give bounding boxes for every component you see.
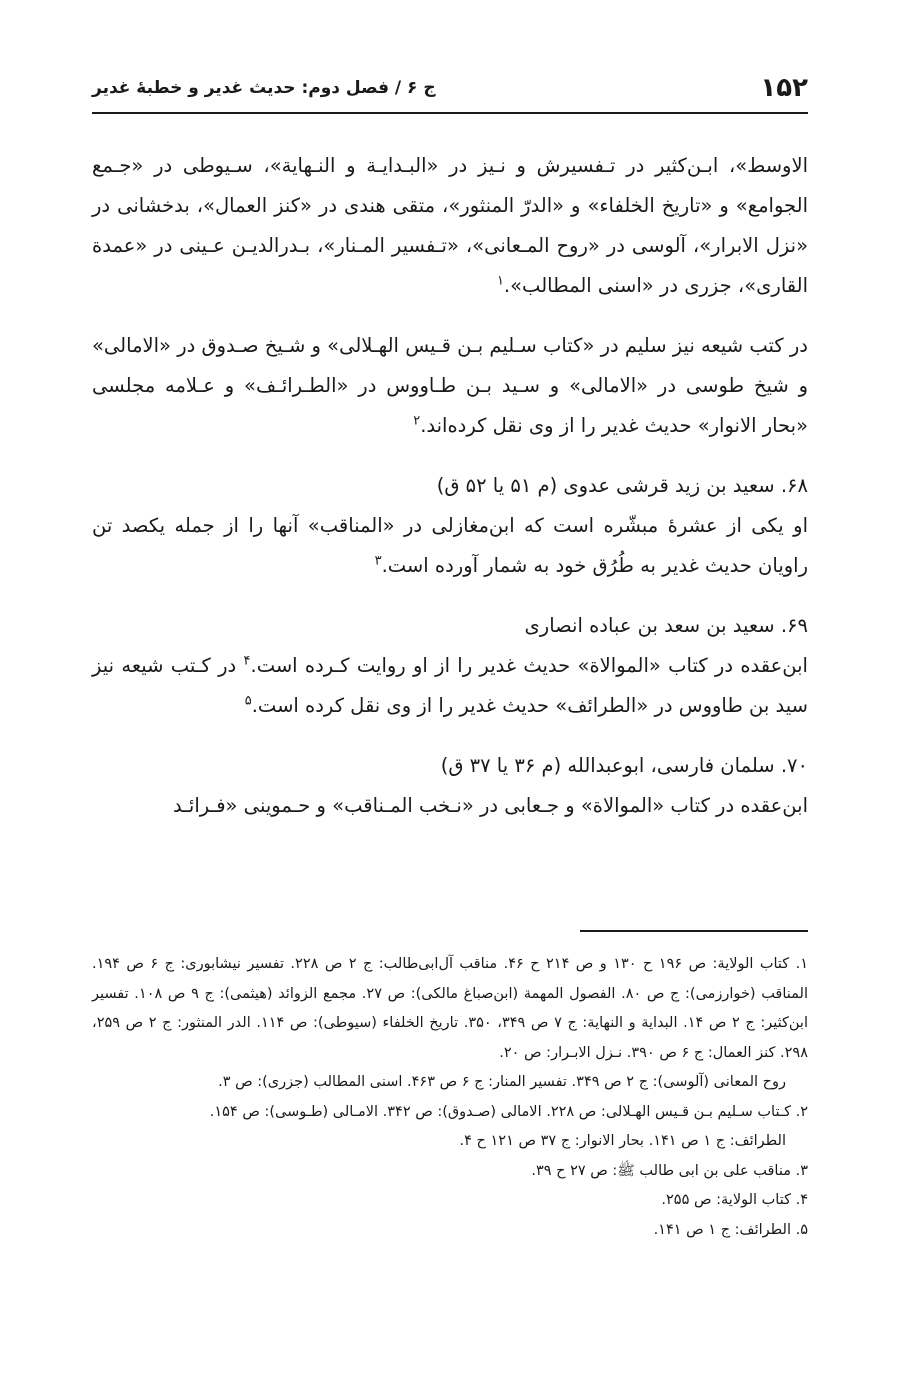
footnote-ref[interactable]: ۳ (374, 553, 382, 569)
footnote-divider (580, 930, 808, 932)
footnote-4: ۴. کتاب الولایة: ص ۲۵۵. (661, 1192, 808, 1208)
footnotes (92, 950, 808, 1245)
running-head: ج ۶ / فصل دوم: حدیث غدیر و خطبهٔ غدیر (92, 78, 436, 98)
footnote-3: ۳. مناقب علی بن ابی طالب ﷺ: ص ۲۷ ح ۳۹. (531, 1162, 808, 1179)
footnote-1: ۱. کتاب الولایة: ص ۱۹۶ ح ۱۳۰ و ص ۲۱۴ ح ۴۶. مناقب آل‌ابی‌طالب: ج ۲ ص ۲۲۸. تفسیر نیشابوری: ج ۶ ص ۱۹۴. المناقب (خوارزمی): ج ص ۸۰. الفصول المهمة (ابن‌صباغ مالکی): ص ۲۷. مجمع الزوائد (هیثمی): ج ۹ ص ۱۰۸. تفسیر ابن‌کثیر: ج ۲ ص ۱۴. البدایة و النهایة: ج ۷ ص ۳۴۹، ۳۵۰. تاریخ الخلفاء (سیوطی): ص ۱۱۴. الدر المنثور: ج ۲ ص ۲۵۹، ۲۹۸. کنز العمال: ج ۶ ص ۳۹۰. نـزل الابـرار: ص ۲۰. (92, 956, 809, 1061)
page-number: ۱۵۲ (760, 73, 808, 103)
footnote-ref[interactable]: ۱ (496, 273, 504, 289)
paragraph-text: ابن‌عقده در کتاب «الموالاة» حدیث غدیر را از او روایت کـرده است. (250, 654, 808, 677)
paragraph-text: او یکی از عشرهٔ مبشّره است که ابن‌مغازلی در «المناقب» آنها را از جمله یکصد تن راویان حدیث غدیر به طُرُق خود به شمار آورده است. (92, 514, 808, 577)
entry-text-68 (92, 506, 808, 586)
paragraph-sunni-sources (92, 146, 808, 306)
main-text (92, 146, 808, 826)
page-header (92, 70, 808, 114)
paragraph-text: الاوسط»، ابـن‌کثیر در تـفسیرش و نـیز در «البـدایـة و النـهایة»، سـیوطی در «جـمع الجوامع» و «تاریخ الخلفاء» و «الدرّ المنثور»، متقی هندی در «کنز العمال»، بدخشانی در «نزل الابرار»، آلوسی در «روح المـعانی»، «تـفسیر المـنار»، بـدرالدیـن عـینی در «عمدة القاری»، جزری در «اسنی المطالب». (92, 154, 808, 297)
footnote-ref[interactable]: ۵ (244, 693, 252, 709)
entry-text-70: ابن‌عقده در کتاب «الموالاة» و جـعابی در «نـخب المـناقب» و حـموینی «فـرائـد (172, 794, 808, 817)
footnote-2: ۲. کـتاب سـلیم بـن قـیس الهـلالی: ص ۲۲۸. الامالی (صـدوق): ص ۳۴۲. الامـالی (طـوسی): ص ۱۵۴. (209, 1103, 808, 1120)
entry-heading-69: ۶۹. سعید بن سعد بن عباده انصاری (524, 614, 808, 637)
paragraph-text: در کـتب شیعه نیز سید بن طاووس در «الطرائف» حدیث غدیر را از وی نقل کرده است. (92, 654, 808, 717)
footnote-2-continued: الطرائف: ج ۱ ص ۱۴۱. بحار الانوار: ج ۳۷ ص ۱۲۱ ح ۴. (459, 1133, 786, 1149)
entry-heading-70: ۷۰. سلمان فارسی، ابوعبدالله (م ۳۶ یا ۳۷ ق) (440, 754, 808, 777)
footnote-ref[interactable]: ۲ (413, 413, 421, 429)
paragraph-shia-sources (92, 326, 808, 446)
entry-heading-68: ۶۸. سعید بن زید قرشی عدوی (م ۵۱ یا ۵۲ ق) (436, 474, 808, 497)
footnote-5: ۵. الطرائف: ج ۱ ص ۱۴۱. (653, 1221, 808, 1238)
footnote-1-continued: روح المعانی (آلوسی): ج ۲ ص ۳۴۹. تفسیر المنار: ج ۶ ص ۴۶۳. اسنی المطالب (جزری): ص ۳. (218, 1074, 786, 1090)
paragraph-text: در کتب شیعه نیز سلیم در «کتاب سـلیم بـن قـیس الهـلالی» و شـیخ صـدوق در «الامالی» و شیخ طوسی در «الامالی» و سـید بـن طـاووس در «الطـرائـف» و عـلامه مجلسی «بحار الانوار» حدیث غدیر را از وی نقل کرده‌اند. (92, 334, 808, 437)
footnote-ref[interactable]: ۴ (243, 653, 251, 669)
entry-text-69 (92, 646, 808, 726)
